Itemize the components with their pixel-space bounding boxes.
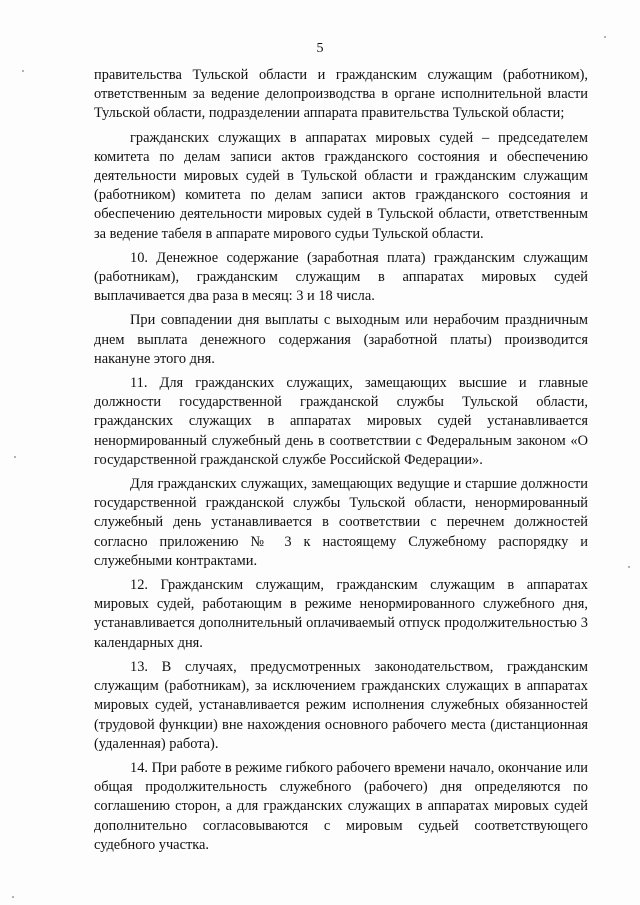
paragraph-item-11: 11. Для гражданских служащих, замещающих высшие и главные должности государственной гражданской службы Тульской области, гражданских служащих в аппаратах мировых судей устанавливается ненормированный служебный день в соответствии с Федеральным законом «О государственной гражданской службе Российской Федерации». (94, 375, 588, 468)
document-body (94, 66, 588, 860)
paragraph-leading-positions: Для гражданских служащих, замещающих ведущие и старшие должности государственной гражданской службы Тульской области, ненормированный служебный день устанавливается в соответствии с перечнем должностей согласно приложению № 3 к настоящему Служебному распорядку и служебными контрактами. (94, 476, 588, 569)
scan-speck (14, 456, 16, 458)
scan-speck (22, 70, 24, 72)
paragraph-magistrates-staff: гражданских служащих в аппаратах мировых судей – председателем комитета по делам записи актов гражданского состояния и обеспечению деятельности мировых судей в Тульской области и гражданским служащим (работником) комитета по делам записи актов гражданского состояния и обеспечению деятельности мировых судей в Тульской области, ответственным за ведение табеля в аппарате мирового судьи Тульской области. (94, 129, 588, 242)
paragraph-item-14: 14. При работе в режиме гибкого рабочего времени начало, окончание или общая продолжительность служебного (рабочего) дня определяются по соглашению сторон, а для гражданских служащих в аппаратах мировых судей дополнительно согласовываются с мировым судьей соответствующего судебного участка. (94, 759, 588, 853)
paragraph-item-12: 12. Гражданским служащим, гражданским служащим в аппаратах мировых судей, работающим в режиме ненормированного служебного дня, устанавливается дополнительный оплачиваемый отпуск продолжительностью 3 календарных дня. (94, 577, 588, 651)
page-number: 5 (316, 41, 324, 56)
scan-speck (604, 36, 606, 38)
scan-speck (12, 896, 14, 898)
paragraph-item-10: 10. Денежное содержание (заработная плата) гражданским служащим (работникам), гражданским служащим в аппаратах мировых судей выплачивается два раза в месяц: 3 и 18 числа. (94, 249, 588, 305)
paragraph-continuation: правительства Тульской области и гражданским служащим (работником), ответственным за ведение делопроизводства в органе исполнительной власти Тульской области, подразделении аппарата правительства Тульской области; (94, 67, 588, 122)
scan-speck (628, 566, 630, 568)
paragraph-item-13: 13. В случаях, предусмотренных законодательством, гражданским служащим (работникам), за исключением гражданских служащих в аппаратах мировых судей, устанавливается режим исполнения служебных обязанностей (трудовой функции) вне нахождения основного рабочего места (дистанционная (удаленная) работа). (94, 658, 588, 752)
paragraph-payment-holiday: При совпадении дня выплаты с выходным или нерабочим праздничным днем выплата денежного содержания (заработной платы) производится накануне этого дня. (94, 312, 588, 367)
